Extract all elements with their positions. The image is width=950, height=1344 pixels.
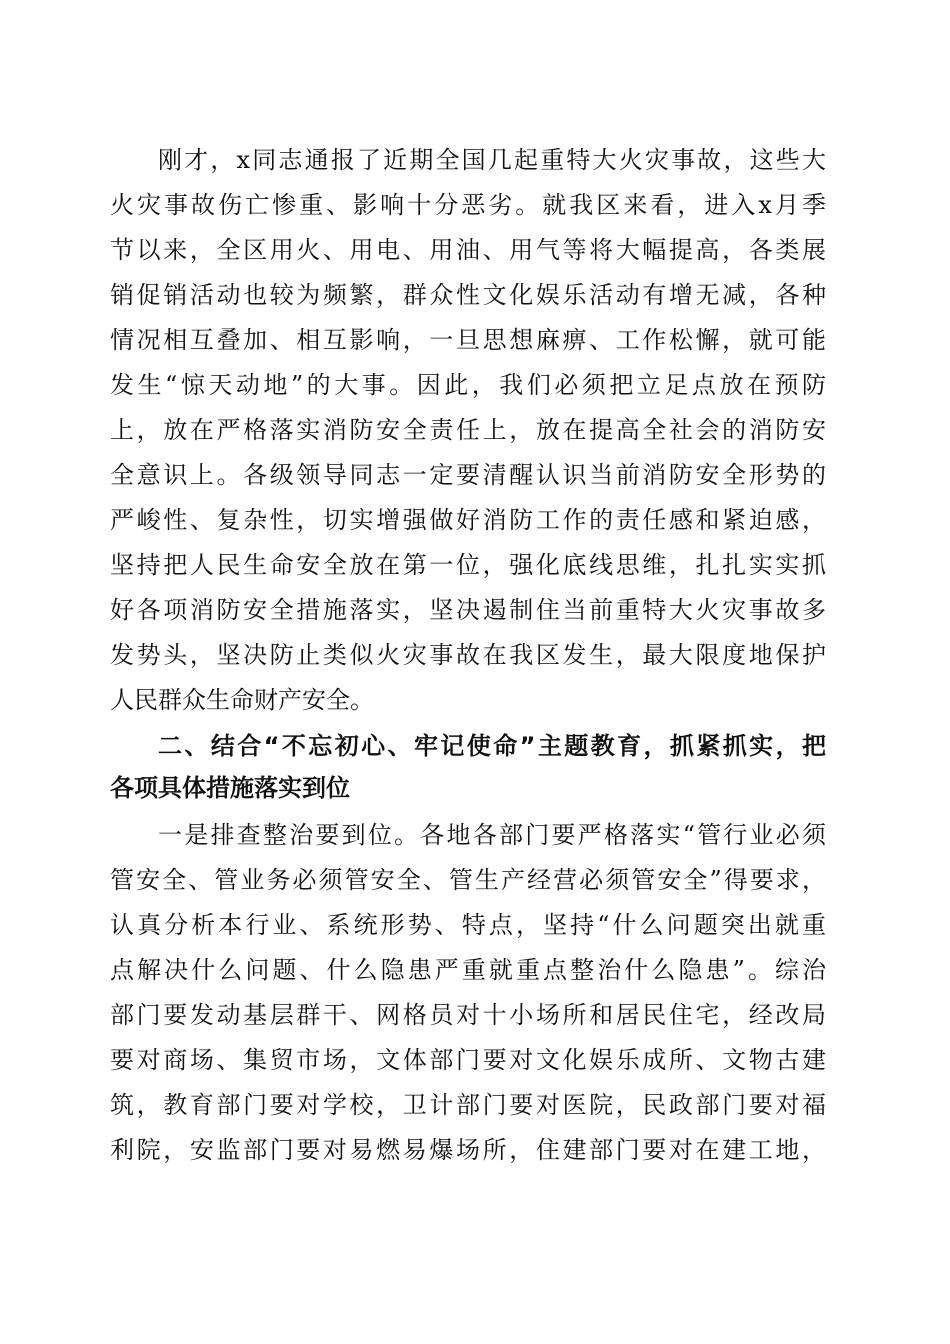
paragraph-1-line-4: 销促销活动也较为频繁，群众性文化娱乐活动有增无减，各种 [110, 281, 826, 309]
paragraph-1-line-1: 刚才，x同志通报了近期全国几起重特大火灾事故，这些大 [158, 146, 826, 174]
paragraph-2-line-7: 筑，教育部门要对学校，卫计部门要对医院，民政部门要对福 [110, 1091, 826, 1119]
paragraph-1-line-12: 发势头，坚决防止类似火灾事故在我区发生，最大限度地保护 [110, 641, 826, 669]
paragraph-1-line-8: 全意识上。各级领导同志一定要清醒认识当前消防安全形势的 [110, 461, 826, 489]
paragraph-1-line-11: 好各项消防安全措施落实，坚决遏制住当前重特大火灾事故多 [110, 596, 826, 624]
paragraph-1-line-7: 上，放在严格落实消防安全责任上，放在提高全社会的消防安 [110, 416, 826, 444]
paragraph-1-line-2: 火灾事故伤亡惨重、影响十分恶劣。就我区来看，进入x月季 [110, 191, 826, 219]
paragraph-2-line-8: 利院，安监部门要对易燃易爆场所，住建部门要对在建工地， [110, 1136, 826, 1164]
paragraph-1-line-6: 发生“惊天动地”的大事。因此，我们必须把立足点放在预防 [110, 371, 826, 399]
paragraph-1-line-5: 情况相互叠加、相互影响，一旦思想麻痹、工作松懈，就可能 [110, 326, 826, 354]
paragraph-2-line-2: 管安全、管业务必须管安全、管生产经营必须管安全”得要求， [110, 866, 826, 894]
paragraph-1-line-13: 人民群众生命财产安全。 [110, 686, 374, 714]
section-heading-line-2: 各项具体措施落实到位 [110, 774, 350, 802]
paragraph-1-line-9: 严峻性、复杂性，切实增强做好消防工作的责任感和紧迫感， [110, 506, 826, 534]
paragraph-2-line-6: 要对商场、集贸市场，文体部门要对文化娱乐成所、文物古建 [110, 1046, 826, 1074]
section-heading-line-1: 二、结合“不忘初心、牢记使命”主题教育，抓紧抓实，把 [158, 732, 826, 760]
paragraph-1-line-3: 节以来，全区用火、用电、用油、用气等将大幅提高，各类展 [110, 236, 826, 264]
paragraph-2-line-1: 一是排查整治要到位。各地各部门要严格落实“管行业必须 [158, 821, 826, 849]
paragraph-2-line-4: 点解决什么问题、什么隐患严重就重点整治什么隐患”。综治 [110, 956, 826, 984]
paragraph-1-line-10: 坚持把人民生命安全放在第一位，强化底线思维，扎扎实实抓 [110, 551, 826, 579]
paragraph-2-line-5: 部门要发动基层群干、网格员对十小场所和居民住宅，经改局 [110, 1001, 826, 1029]
paragraph-2-line-3: 认真分析本行业、系统形势、特点，坚持“什么问题突出就重 [110, 911, 826, 939]
